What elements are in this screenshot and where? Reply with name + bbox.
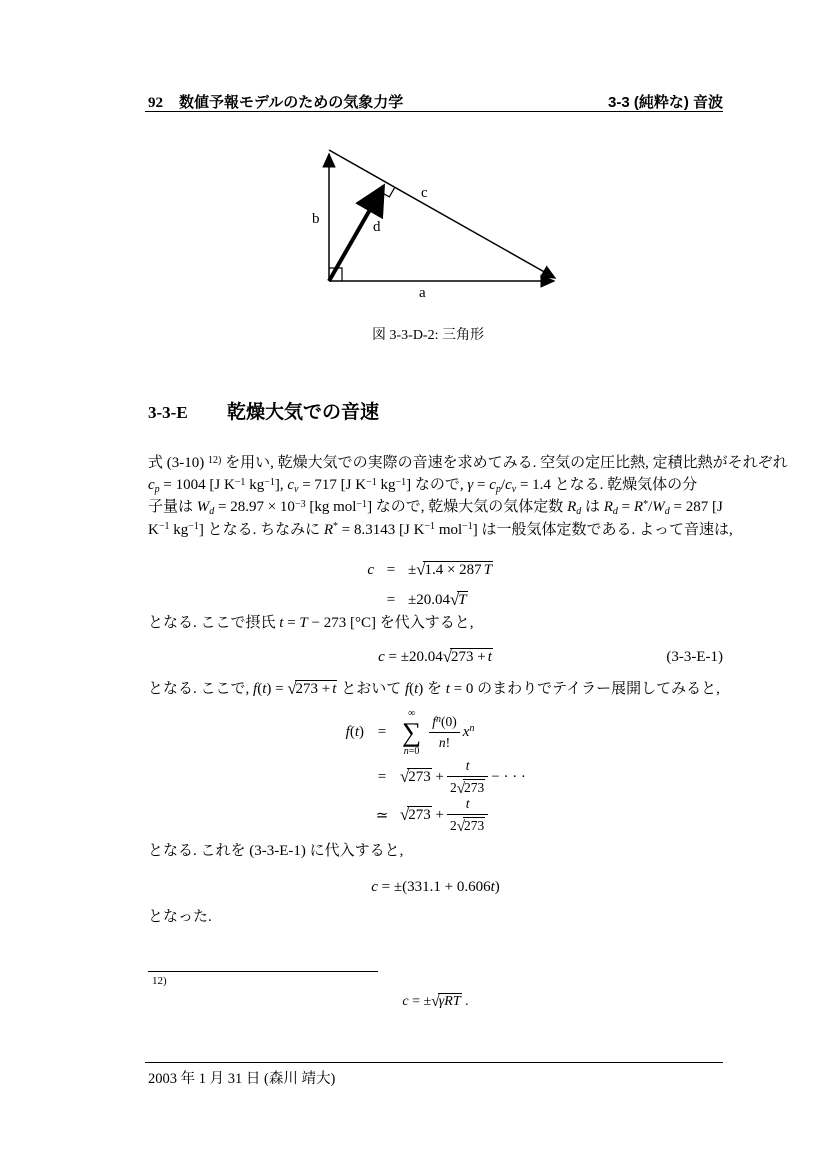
equation-3-3-E-1: c = ±20.04√273 +t (3-3-E-1) [148,644,723,670]
footnote-marker: 12) [152,975,167,987]
fraction: $\frac{t}{2√273}$ [447,757,488,797]
fraction: $\frac{t}{2√273}$ [447,795,488,835]
equation-tag: (3-3-E-1) [666,649,723,665]
paragraph-line: cp = 1004 [J $K^{-1}$ $kg^{-1}$], cv = 717 [J $K^{-1}$ $kg^{-1}$] なので, γ = cp/cv = 1.4 となる. 乾燥気体の分 [148,476,698,495]
summation-symbol: ∞ ∑ n=0 [402,707,422,757]
side-c-arrow [329,150,555,278]
footer-date-author: 2003 年 1 月 31 日 (森川 靖大) [148,1071,336,1087]
page-number: 92 [148,95,163,111]
running-title-right: 3-3 (純粋な) 音波 [607,94,723,111]
label-a: a [419,285,426,301]
section-heading [148,397,379,424]
equation-final: c = ±(331.1 + 0.606t) [371,879,500,895]
label-c: c [421,185,428,201]
header-rule [145,111,723,112]
paragraph-line: となる. ここで摂氏 t = T − 273 [°C] を代入すると, [148,615,474,631]
footer-rule [145,1062,723,1063]
fraction: $\frac{f^n(0)}{n!}$ [429,713,460,751]
footnote-rule [148,971,378,972]
paragraph-line: 子量は $Wd = 28.97 \times 10^{-3}$ [kg mol$^{-1}$] なので, 乾燥大気の気体定数 Rd は Rd = R*/Wd = 287 [J [148,498,723,518]
footnote-equation: c = ±√γRT . [402,993,469,1010]
paragraph-line: $K^{-1}$ $kg^{-1}$] となる. ちなみに R* = 8.3143 [J $K^{-1}$ mol$^{-1}$] は一般気体定数である. よって音速は, [148,521,733,538]
page-header [148,91,723,112]
equation-lhs: c [367,561,374,578]
figure-caption: 図 3-3-D-2: 三角形 [372,328,484,343]
section-title: 乾燥大気での音速 [227,402,380,423]
paragraph-line: となった. [148,909,212,925]
triangle-figure [300,140,590,302]
paragraph-line: 式 (3-10) $^{12)}$ を用い, 乾燥大気での実際の音速を求めてみる. 空気の定圧比熱, 定積比熱がそれぞれ [148,454,788,471]
equation-sound-speed: c = ±√1.4 × 287 T = ±20.04√T [348,554,493,614]
paragraph-line: となる. ここで, f(t) = √273 +t とおいて f(t) を t = 0 のまわりでテイラー展開してみると, [148,679,720,698]
label-b: b [312,211,320,227]
label-d: d [373,219,381,235]
paragraph-line: となる. これを (3-3-E-1) に代入すると, [148,843,404,859]
running-title-left: 数値予報モデルのための気象力学 [179,94,404,111]
section-number: 3-3-E [148,403,188,422]
equation-taylor-expansion: f ( t ) = ∞ ∑ n=0 $\frac{f^n(0)}{n!}$ $x^n$ = √273 + $\frac{t}{2√273}$ − · · · ≃ √273 + $\frac{t}{2√273}$ [345,707,526,835]
